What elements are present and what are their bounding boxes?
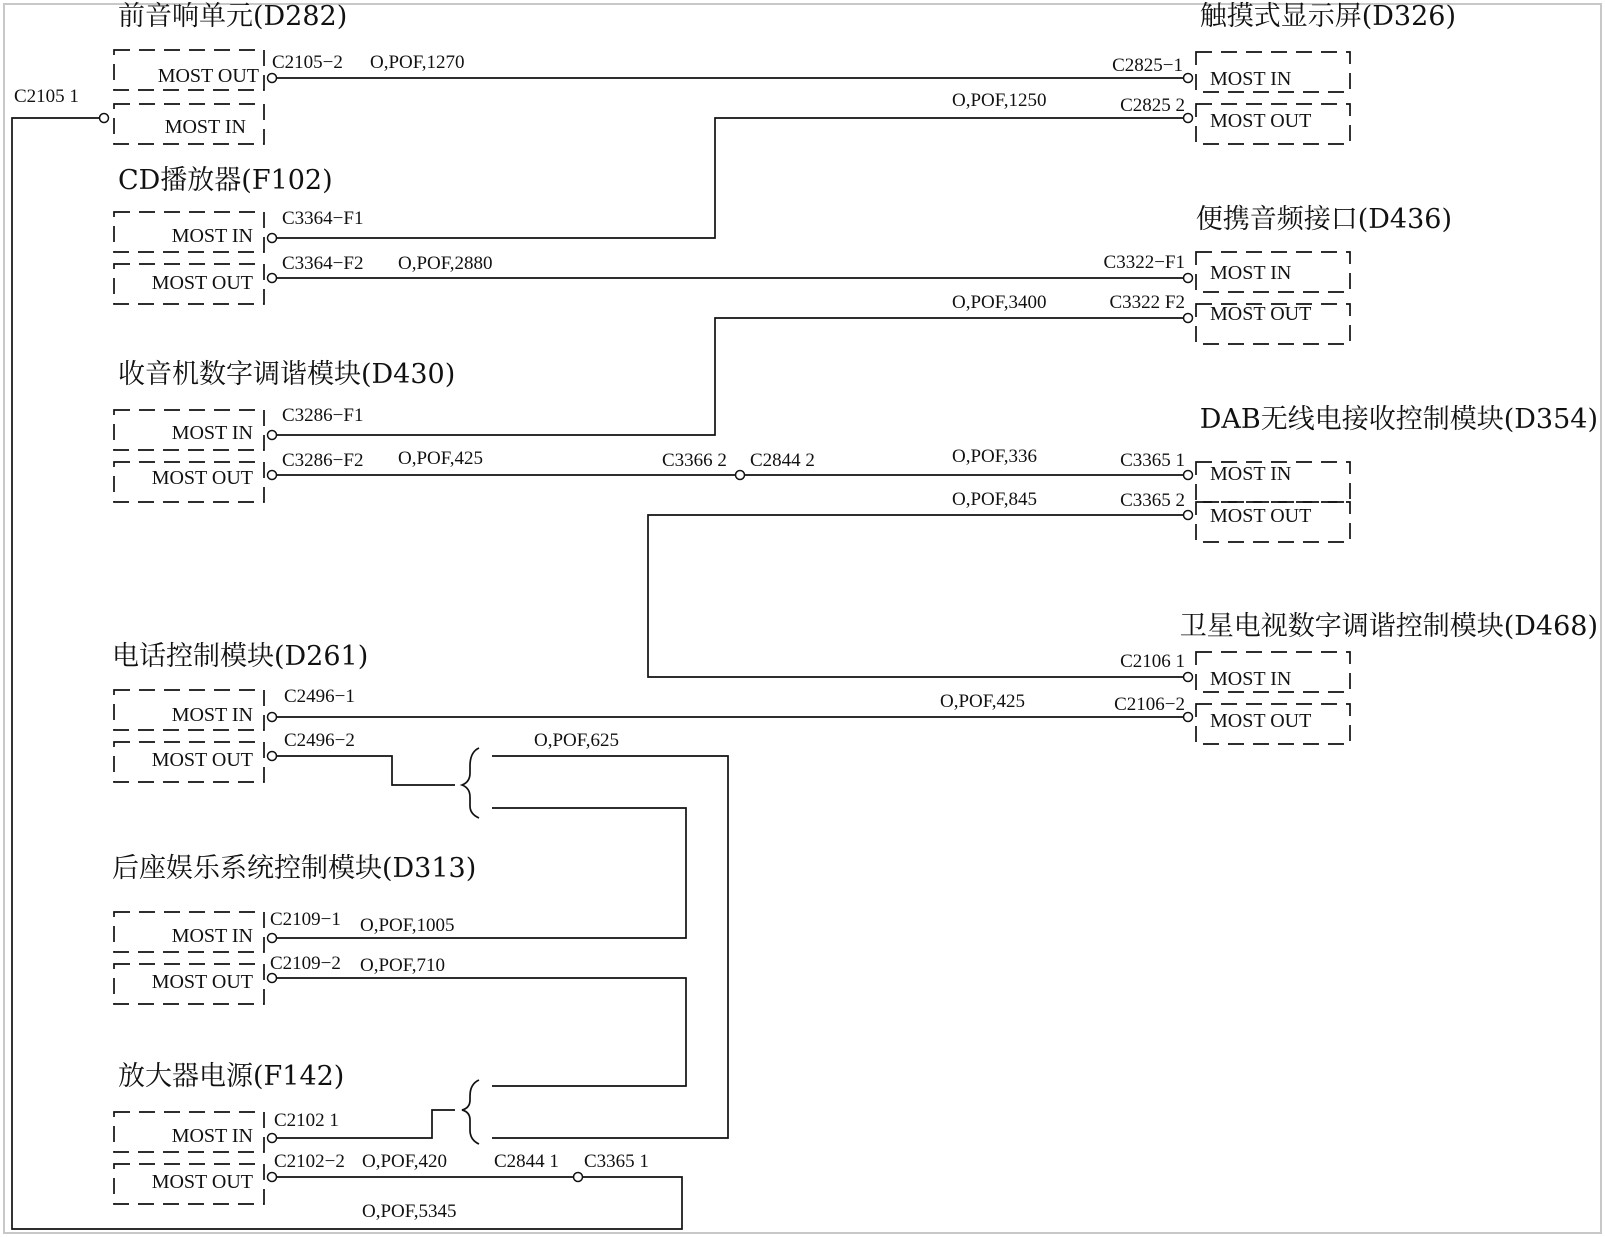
- port-label: MOST IN: [171, 925, 253, 947]
- wire-label: O,POF,710: [360, 955, 446, 976]
- module-title-d354: DAB无线电接收控制模块(D354): [1199, 404, 1598, 435]
- connector-label: C3322 F2: [1109, 292, 1185, 313]
- connector-label: C3366 2: [662, 450, 727, 471]
- connector-symbol: [268, 974, 277, 983]
- connector-label: C2106−2: [1114, 694, 1185, 715]
- connector-symbol: [100, 114, 109, 123]
- module-title-d436: 便携音频接口(D436): [1195, 204, 1452, 235]
- wire-d326-out-to-cd-in: [272, 118, 1188, 238]
- connector-label: C3365 2: [1120, 490, 1185, 511]
- connector-label: C3286−F1: [282, 405, 364, 426]
- connector-label: C2844 2: [750, 450, 815, 471]
- connector-label: C3286−F2: [282, 450, 364, 471]
- wire-label: O,POF,845: [952, 489, 1038, 510]
- port-label: MOST IN: [171, 422, 253, 444]
- wire-label: O,POF,625: [534, 730, 620, 751]
- port-label: MOST OUT: [1210, 710, 1312, 732]
- connector-symbol: [268, 234, 277, 243]
- connector-label: C2109−2: [270, 953, 341, 974]
- splice-brace-lower: [462, 1080, 479, 1144]
- connector-symbol: [268, 274, 277, 283]
- connector-label: C2106 1: [1120, 651, 1185, 672]
- module-title-d261: 电话控制模块(D261): [112, 641, 369, 672]
- connector-label: C2109−1: [270, 909, 341, 930]
- connector-symbol: [268, 471, 277, 480]
- port-label: MOST IN: [1210, 668, 1292, 690]
- port-label: MOST IN: [1210, 68, 1292, 90]
- wire-label: O,POF,3400: [952, 292, 1047, 313]
- connector-symbol: [1184, 314, 1193, 323]
- splice-brace-upper: [462, 748, 479, 818]
- module-title-d430: 收音机数字调谐模块(D430): [118, 359, 456, 390]
- wire-f142-out-ring-return: [12, 118, 682, 1229]
- port-label: MOST OUT: [1210, 110, 1312, 132]
- connector-label: C2105 1: [14, 86, 79, 107]
- wire-d354-out-to-d468-in: [648, 515, 1188, 677]
- wire-label: O,POF,420: [362, 1151, 448, 1172]
- connector-symbol: [268, 74, 277, 83]
- connector-label: C3365 1: [1120, 450, 1185, 471]
- connector-symbol: [1184, 274, 1193, 283]
- connector-symbol: [1184, 673, 1193, 682]
- port-label: MOST OUT: [1210, 505, 1312, 527]
- connector-symbol: [268, 752, 277, 761]
- port-label: MOST IN: [1210, 262, 1292, 284]
- connector-label: C2825 2: [1120, 95, 1185, 116]
- port-label: MOST IN: [164, 116, 246, 138]
- wire-label: O,POF,425: [398, 448, 484, 469]
- module-title-f102: CD播放器(F102): [118, 165, 333, 196]
- connector-label: C3365 1: [584, 1151, 649, 1172]
- port-label: MOST OUT: [151, 272, 253, 294]
- port-label: MOST OUT: [151, 749, 253, 771]
- wire-label: O,POF,5345: [362, 1201, 457, 1222]
- port-label: MOST IN: [171, 704, 253, 726]
- port-label: MOST OUT: [151, 1171, 253, 1193]
- connector-symbol: [1184, 74, 1193, 83]
- connector-label: C3364−F1: [282, 208, 364, 229]
- connector-label: C2844 1: [494, 1151, 559, 1172]
- connector-label: C2496−1: [284, 686, 355, 707]
- wire-splice-upper-a: [492, 756, 728, 1138]
- module-title-d313: 后座娱乐系统控制模块(D313): [112, 853, 477, 884]
- connector-label: C2825−1: [1112, 55, 1183, 76]
- wire-label: O,POF,2880: [398, 253, 493, 274]
- connector-symbol: [1184, 511, 1193, 520]
- port-label: MOST IN: [171, 1125, 253, 1147]
- port-label: MOST OUT: [151, 971, 253, 993]
- wire-d261-out: [272, 756, 455, 785]
- connector-label: C3322−F1: [1103, 252, 1185, 273]
- wire-label: O,POF,425: [940, 691, 1026, 712]
- module-title-d468: 卫星电视数字调谐控制模块(D468): [1179, 611, 1598, 642]
- connector-label: C2102 1: [274, 1110, 339, 1131]
- wire-label: O,POF,1005: [360, 915, 455, 936]
- port-label: MOST OUT: [1210, 303, 1312, 325]
- connector-symbol: [574, 1173, 583, 1182]
- wire-label: O,POF,336: [952, 446, 1038, 467]
- module-title-d282: 前音响单元(D282): [118, 1, 348, 32]
- connector-symbol: [268, 1173, 277, 1182]
- connector-symbol: [268, 431, 277, 440]
- wire-label: O,POF,1250: [952, 90, 1047, 111]
- connector-label: C3364−F2: [282, 253, 364, 274]
- connector-symbol: [268, 934, 277, 943]
- port-label: MOST OUT: [151, 467, 253, 489]
- connector-label: C2102−2: [274, 1151, 345, 1172]
- port-label: MOST IN: [1210, 463, 1292, 485]
- port-label: MOST OUT: [157, 65, 259, 87]
- module-title-d326: 触摸式显示屏(D326): [1199, 1, 1456, 32]
- connector-symbol: [1184, 471, 1193, 480]
- connector-label: C2496−2: [284, 730, 355, 751]
- port-label: MOST IN: [171, 225, 253, 247]
- connector-symbol: [736, 471, 745, 480]
- connector-symbol: [268, 1134, 277, 1143]
- wire-label: O,POF,1270: [370, 52, 465, 73]
- connector-symbol: [268, 713, 277, 722]
- connector-label: C2105−2: [272, 52, 343, 73]
- module-title-f142: 放大器电源(F142): [118, 1061, 345, 1092]
